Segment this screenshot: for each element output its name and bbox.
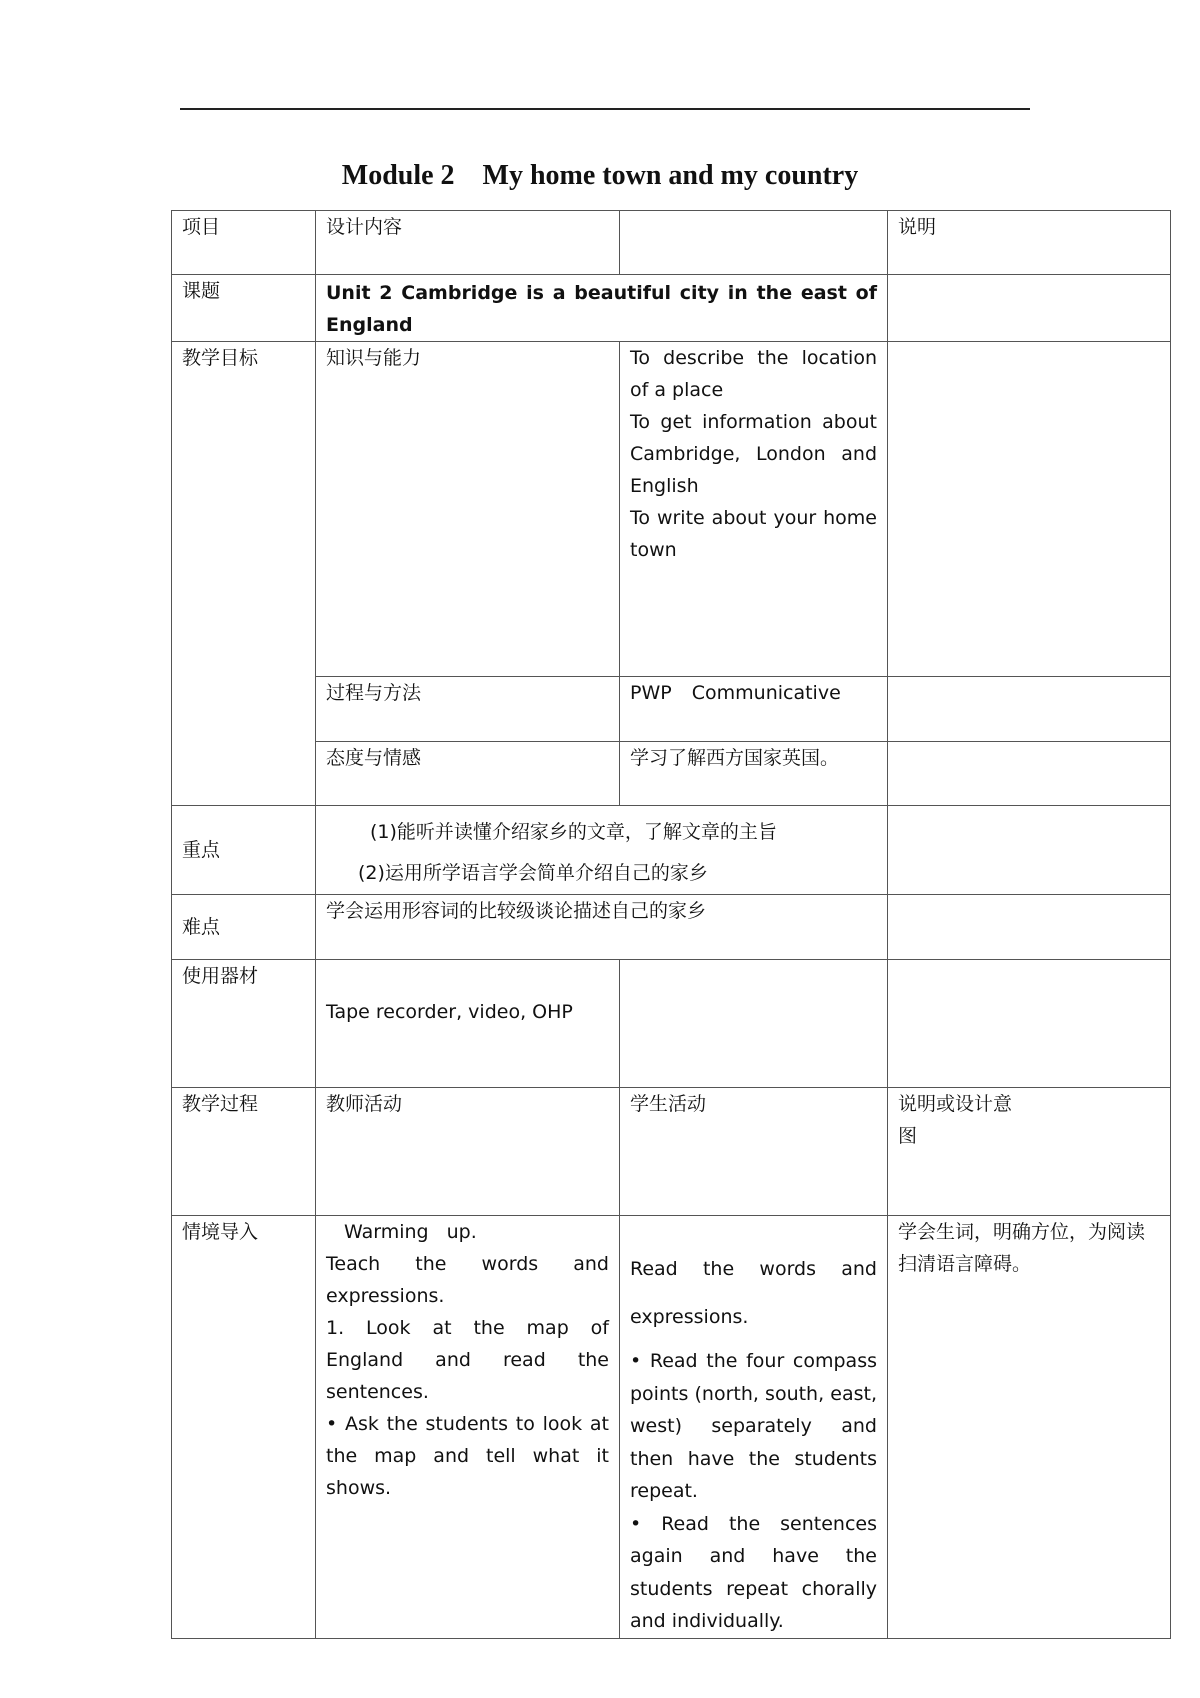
notes-label-text: 说明或设计意图 bbox=[898, 1093, 1013, 1147]
topic-label: 课题 bbox=[172, 275, 316, 342]
attitude-value: 学习了解西方国家英国。 bbox=[620, 742, 888, 806]
header-notes: 说明 bbox=[888, 211, 1171, 275]
key-point-2: (2)运用所学语言学会简单介绍自己的家乡 bbox=[358, 862, 708, 884]
process-method-label: 过程与方法 bbox=[316, 677, 620, 742]
table-row bbox=[172, 960, 1171, 1088]
process-method-notes bbox=[888, 677, 1171, 742]
table-row bbox=[172, 742, 1171, 806]
materials-notes bbox=[888, 960, 1171, 1088]
key-points-label: 重点 bbox=[172, 806, 316, 895]
teacher-activity-label: 教师活动 bbox=[316, 1088, 620, 1216]
student-activities bbox=[620, 1216, 888, 1639]
student-activity-label: 学生活动 bbox=[620, 1088, 888, 1216]
topic-value: Unit 2 Cambridge is a beautiful city in the east of England bbox=[316, 275, 888, 342]
title-module: Module 2 bbox=[341, 160, 455, 191]
difficulty-label: 难点 bbox=[172, 895, 316, 960]
knowledge-items bbox=[620, 342, 888, 677]
page-title bbox=[0, 160, 1200, 192]
attitude-notes bbox=[888, 742, 1171, 806]
materials-label: 使用器材 bbox=[172, 960, 316, 1088]
header-empty bbox=[620, 211, 888, 275]
objectives-label: 教学目标 bbox=[172, 342, 316, 806]
header-design-content: 设计内容 bbox=[316, 211, 620, 275]
table-row bbox=[172, 275, 1171, 342]
attitude-label: 态度与情感 bbox=[316, 742, 620, 806]
knowledge-item: To get information about Cambridge, London and English bbox=[630, 411, 877, 497]
student-line: • Read the four compass points (north, south, east, west) separately and then have the students repeat. bbox=[630, 1350, 877, 1502]
table-row bbox=[172, 1216, 1171, 1639]
teacher-line: 1. Look at the map of England and read the sentences. bbox=[326, 1317, 609, 1403]
warmup-notes: 学会生词，明确方位，为阅读扫清语言障碍。 bbox=[888, 1216, 1171, 1639]
key-points-value bbox=[316, 806, 888, 895]
title-topic: My home town and my country bbox=[482, 160, 859, 191]
difficulty-notes bbox=[888, 895, 1171, 960]
notes-label bbox=[888, 1088, 1171, 1216]
lesson-plan-table bbox=[171, 210, 1171, 1639]
process-label: 教学过程 bbox=[172, 1088, 316, 1216]
table-row bbox=[172, 806, 1171, 895]
teacher-line: • Ask the students to look at the map and tell what it shows. bbox=[326, 1413, 609, 1499]
warmup-label: 情境导入 bbox=[172, 1216, 316, 1639]
knowledge-notes bbox=[888, 342, 1171, 677]
student-line: • Read the sentences again and have the students repeat chorally and individually. bbox=[630, 1512, 877, 1632]
knowledge-item: To write about your home town bbox=[630, 507, 877, 561]
topic-notes bbox=[888, 275, 1171, 342]
knowledge-item: To describe the location of a place bbox=[630, 347, 877, 401]
teacher-line: Warming up. bbox=[344, 1221, 477, 1243]
key-point-1: (1)能听并读懂介绍家乡的文章，了解文章的主旨 bbox=[370, 821, 777, 843]
header-rule bbox=[180, 108, 1030, 110]
materials-empty bbox=[620, 960, 888, 1088]
student-line: Read the words and expressions. bbox=[630, 1258, 877, 1328]
table-row bbox=[172, 677, 1171, 742]
knowledge-label: 知识与能力 bbox=[316, 342, 620, 677]
header-item: 项目 bbox=[172, 211, 316, 275]
table-row bbox=[172, 895, 1171, 960]
difficulty-value: 学会运用形容词的比较级谈论描述自己的家乡 bbox=[316, 895, 888, 960]
table-row bbox=[172, 211, 1171, 275]
materials-value: Tape recorder, video, OHP bbox=[316, 960, 620, 1088]
table-row bbox=[172, 342, 1171, 677]
process-method-value: PWP Communicative bbox=[620, 677, 888, 742]
table-row bbox=[172, 1088, 1171, 1216]
key-points-notes bbox=[888, 806, 1171, 895]
teacher-line: Teach the words and expressions. bbox=[326, 1253, 609, 1307]
teacher-activities bbox=[316, 1216, 620, 1639]
